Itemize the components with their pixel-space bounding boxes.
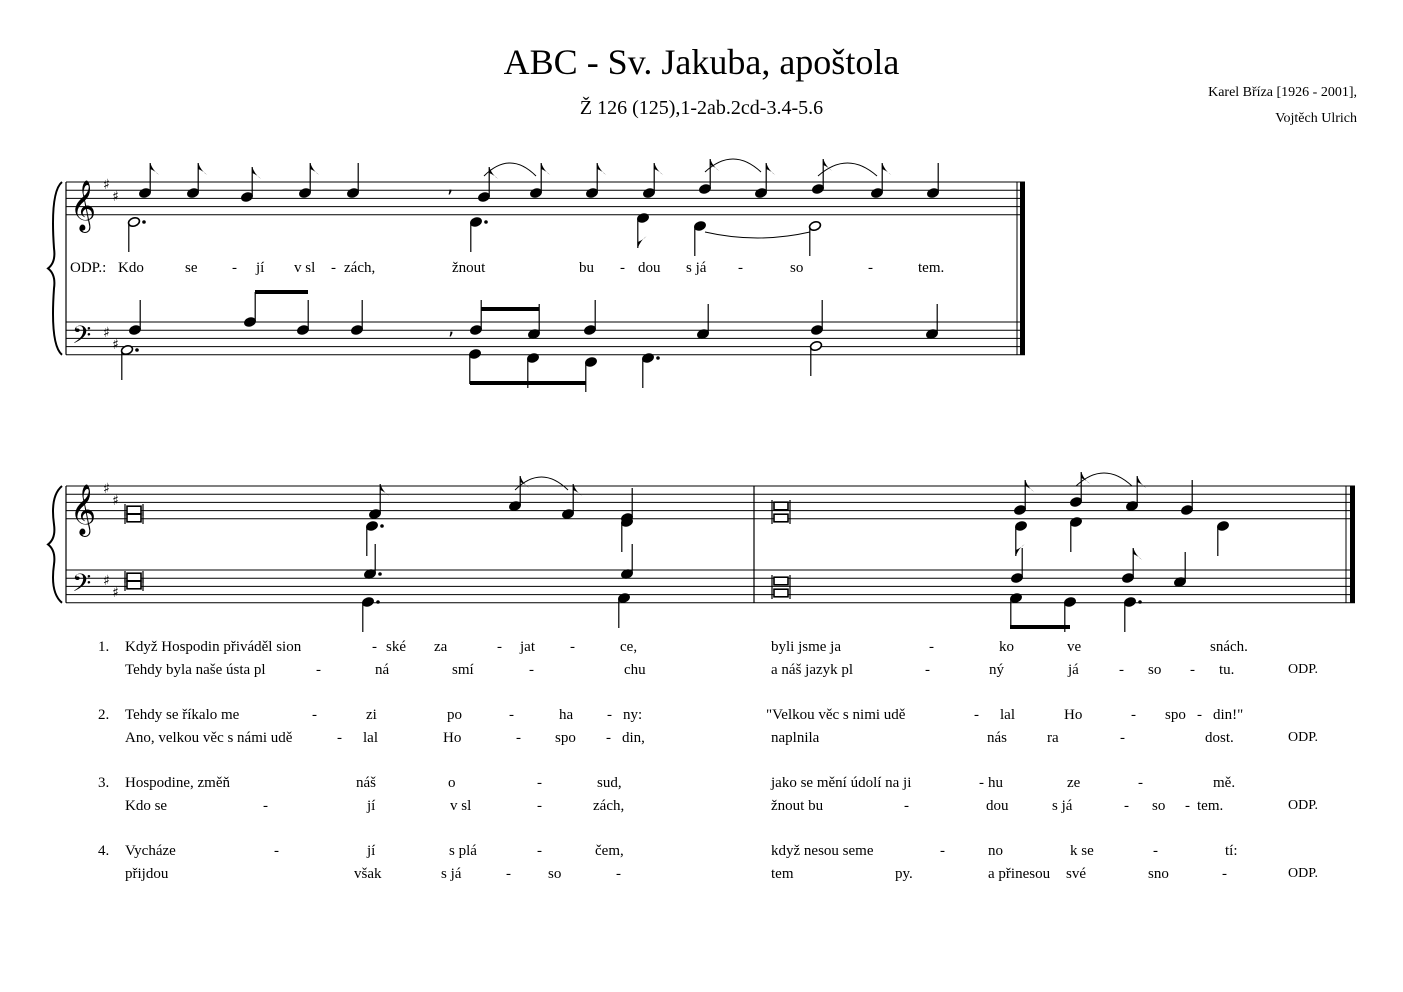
refrain-syllable: žnout <box>452 260 486 276</box>
verse-syllable: sud, <box>597 775 622 791</box>
verse-syllable: tem <box>771 866 794 882</box>
treble-clef-2: 𝄞 <box>70 484 97 535</box>
key-sharp-f-bass-1: ♯ <box>103 325 110 341</box>
verse-syllable: - <box>274 843 279 859</box>
verse-syllable: lal <box>363 730 378 746</box>
verse-syllable: přijdou <box>125 866 169 882</box>
breve-chord <box>774 502 788 510</box>
verse-syllable: ve <box>1067 639 1082 655</box>
breath-mark-bass: , <box>448 315 455 339</box>
verse-odp-marker: ODP. <box>1288 866 1318 881</box>
verse-syllable: ze <box>1067 775 1081 791</box>
verse-syllable: ný <box>989 662 1004 678</box>
verse-syllable: - <box>1131 707 1136 723</box>
refrain-syllable: tem. <box>918 260 945 276</box>
bass-clef-2: 𝄢 <box>72 569 92 604</box>
verse-syllable: nás <box>987 730 1007 746</box>
verse-syllable: s plá <box>449 843 477 859</box>
verse-number: 2. <box>98 707 110 723</box>
tenor-beam <box>481 307 539 311</box>
refrain-syllable: s já <box>686 260 707 276</box>
breve-chord <box>127 573 141 581</box>
breve-chord <box>127 581 141 589</box>
verse-syllable: ny: <box>623 707 643 723</box>
verse-syllable: no <box>988 843 1003 859</box>
bass-note-dot <box>135 348 139 352</box>
soprano-note-flag <box>252 167 261 179</box>
verse-syllable: din!" <box>1213 707 1244 723</box>
bass-clef-1: 𝄢 <box>72 321 92 356</box>
verse-syllable: náš <box>356 775 376 791</box>
verse-syllable: hu <box>988 775 1003 791</box>
verse-syllable: naplnila <box>771 730 820 746</box>
tenor-beam <box>255 290 308 294</box>
key-sharp-f-treble-2: ♯ <box>103 481 110 497</box>
verse-syllable: o <box>448 775 456 791</box>
refrain-syllable: Kdo <box>118 260 144 276</box>
verse-syllable: - <box>607 707 612 723</box>
verse-syllable: - <box>616 866 621 882</box>
system-1-brace <box>48 182 62 355</box>
verse-number: 3. <box>98 775 110 791</box>
verse-syllable: Když Hospodin přiváděl sion <box>125 639 302 655</box>
verse-syllable: - <box>1120 730 1125 746</box>
verse-syllable: k se <box>1070 843 1094 859</box>
breve-chord <box>774 589 788 597</box>
verse-syllable: jí <box>367 798 376 814</box>
verse-syllable: zách, <box>593 798 625 814</box>
verse-syllable: - <box>1190 662 1195 678</box>
psalm-reference: Ž 126 (125),1-2ab.2cd-3.4-5.6 <box>579 97 824 119</box>
verse-syllable: ha <box>559 707 574 723</box>
verse-syllable: Hospodine, změň <box>125 775 230 791</box>
refrain-syllable: so <box>790 260 804 276</box>
verse-syllable: - <box>497 639 502 655</box>
verse-syllable: když nesou seme <box>771 843 874 859</box>
verse-syllable: lal <box>1000 707 1015 723</box>
tenor-note-flag <box>1133 548 1142 560</box>
verse-syllable: - <box>925 662 930 678</box>
verse-syllable: a přinesou <box>988 866 1051 882</box>
verse-syllable: py. <box>895 866 913 882</box>
alto-note-dot <box>484 220 488 224</box>
breve-chord <box>127 514 141 522</box>
composer-line-1: Karel Bříza [1926 - 2001], <box>1208 85 1357 100</box>
soprano-slur <box>705 159 761 172</box>
soprano-note-flag <box>882 163 891 175</box>
soprano-note-flag <box>310 163 319 175</box>
breve-chord <box>774 577 788 585</box>
verse-number: 1. <box>98 639 110 655</box>
soprano-slur <box>515 477 568 490</box>
verse-syllable: tu. <box>1219 662 1235 678</box>
bass-note-dot <box>376 600 380 604</box>
verse-syllable: své <box>1066 866 1086 882</box>
soprano-note-flag <box>150 163 159 175</box>
breath-mark-treble: , <box>447 173 454 197</box>
verse-syllable: - <box>537 798 542 814</box>
key-sharp-c-treble-2: ♯ <box>112 493 119 509</box>
refrain-syllable: - <box>232 260 237 276</box>
key-sharp-c-bass-1: ♯ <box>112 337 119 353</box>
verse-syllable: - <box>312 707 317 723</box>
bass-note-dot <box>656 356 660 360</box>
refrain-syllable: zách, <box>344 260 376 276</box>
verse-syllable: Kdo se <box>125 798 168 814</box>
verse-syllable: - <box>1119 662 1124 678</box>
bass-note-dot <box>1138 600 1142 604</box>
system-1-final-barline-thick <box>1020 182 1025 355</box>
verse-odp-marker: ODP. <box>1288 798 1318 813</box>
verse-odp-marker: ODP. <box>1288 662 1318 677</box>
verse-syllable: - <box>537 843 542 859</box>
verse-syllable: ra <box>1047 730 1059 746</box>
soprano-slur <box>818 163 877 176</box>
verse-syllable: s já <box>441 866 462 882</box>
verse-syllable: za <box>434 639 448 655</box>
verse-syllable: tí: <box>1225 843 1238 859</box>
bass-beam <box>1010 625 1070 629</box>
alto-note-dot <box>380 524 384 528</box>
verse-syllable: byli jsme ja <box>771 639 841 655</box>
verse-syllable: Ano, velkou věc s námi udě <box>125 730 293 746</box>
refrain-syllable: - <box>331 260 336 276</box>
verse-syllable: spo <box>555 730 576 746</box>
key-sharp-c-bass-2: ♯ <box>112 585 119 601</box>
bass-beam <box>470 381 586 385</box>
soprano-note-flag <box>198 163 207 175</box>
verse-syllable: Tehdy byla naše ústa pl <box>125 662 266 678</box>
verse-syllable: - <box>537 775 542 791</box>
verse-syllable: ko <box>999 639 1014 655</box>
verse-syllable: - <box>263 798 268 814</box>
key-sharp-c-treble-1: ♯ <box>112 189 119 205</box>
soprano-slur <box>1076 473 1132 486</box>
verse-syllable: ce, <box>620 639 638 655</box>
verse-syllable: - <box>1197 707 1202 723</box>
verse-syllable: - <box>1222 866 1227 882</box>
system-2-final-barline-thick <box>1350 486 1355 603</box>
verse-syllable: - <box>929 639 934 655</box>
refrain-syllable: - <box>868 260 873 276</box>
verse-syllable: v sl <box>450 798 472 814</box>
verse-syllable: so <box>548 866 562 882</box>
verse-syllable: dou <box>986 798 1009 814</box>
refrain-syllable: - <box>620 260 625 276</box>
verse-syllable: - <box>516 730 521 746</box>
verse-odp-marker: ODP. <box>1288 730 1318 745</box>
verse-syllable: mě. <box>1213 775 1236 791</box>
composer-line-2: Vojtěch Ulrich <box>1275 111 1357 126</box>
key-sharp-f-treble-1: ♯ <box>103 177 110 193</box>
verse-syllable: snách. <box>1210 639 1248 655</box>
verse-syllable: - <box>372 639 377 655</box>
verse-syllable: dost. <box>1205 730 1234 746</box>
soprano-note-flag <box>597 163 606 175</box>
alto-note-flag <box>638 236 647 248</box>
verse-syllable: chu <box>624 662 646 678</box>
verse-syllable: - <box>1124 798 1129 814</box>
verse-syllable: - <box>1138 775 1143 791</box>
verse-syllable: ná <box>375 662 390 678</box>
verse-syllable: tem. <box>1197 798 1224 814</box>
verse-syllable: spo <box>1165 707 1186 723</box>
verse-syllable: zi <box>366 707 377 723</box>
verse-syllable: - <box>316 662 321 678</box>
verse-syllable: Tehdy se říkalo me <box>125 707 240 723</box>
refrain-syllable: bu <box>579 260 594 276</box>
verse-syllable: - <box>1153 843 1158 859</box>
verse-syllable: smí <box>452 662 474 678</box>
verse-syllable: čem, <box>595 843 624 859</box>
soprano-note-flag <box>489 167 498 179</box>
refrain-syllable: v sl <box>294 260 316 276</box>
verse-syllable: - <box>974 707 979 723</box>
verse-syllable: so <box>1148 662 1162 678</box>
soprano-note-flag <box>766 163 775 175</box>
refrain-syllable: se <box>185 260 198 276</box>
verse-syllable: - <box>529 662 534 678</box>
verse-syllable: jí <box>367 843 376 859</box>
verse-syllable: - <box>337 730 342 746</box>
refrain-syllable: jí <box>256 260 265 276</box>
treble-clef-1: 𝄞 <box>70 180 97 231</box>
verse-syllable: - <box>509 707 514 723</box>
refrain-syllable: - <box>738 260 743 276</box>
verse-syllable: ské <box>386 639 406 655</box>
system-2-brace <box>48 486 62 603</box>
verse-syllable: Ho <box>1064 707 1083 723</box>
page-title: ABC - Sv. Jakuba, apoštola <box>503 42 900 82</box>
verse-syllable: po <box>447 707 462 723</box>
verse-syllable: so <box>1152 798 1166 814</box>
key-sharp-f-bass-2: ♯ <box>103 573 110 589</box>
refrain-label: ODP.: <box>70 260 107 276</box>
alto-note-dot <box>142 220 146 224</box>
verse-syllable: - <box>904 798 909 814</box>
verse-syllable: - <box>570 639 575 655</box>
verse-syllable: a náš jazyk pl <box>771 662 854 678</box>
verse-syllable: Ho <box>443 730 462 746</box>
soprano-note-flag <box>541 163 550 175</box>
verse-syllable: - <box>979 775 984 791</box>
verse-syllable: - <box>606 730 611 746</box>
verse-syllable: "Velkou věc s nimi udě <box>766 707 906 723</box>
verse-syllable: žnout bu <box>771 798 824 814</box>
refrain-syllable: dou <box>638 260 661 276</box>
verse-syllable: Vycháze <box>125 843 176 859</box>
verse-syllable: já <box>1068 662 1079 678</box>
soprano-note-flag <box>654 163 663 175</box>
verse-syllable: - <box>1185 798 1190 814</box>
verse-syllable: - <box>506 866 511 882</box>
breve-chord <box>774 514 788 522</box>
breve-chord <box>127 506 141 514</box>
verse-syllable: - <box>940 843 945 859</box>
verse-syllable: však <box>354 866 382 882</box>
verse-syllable: din, <box>622 730 645 746</box>
verse-syllable: s já <box>1052 798 1073 814</box>
verse-syllable: jat <box>520 639 535 655</box>
verse-syllable: sno <box>1148 866 1169 882</box>
alto-tie <box>705 232 810 238</box>
alto-note-flag <box>1016 544 1025 556</box>
verse-number: 4. <box>98 843 110 859</box>
tenor-note-dot <box>378 572 382 576</box>
verse-syllable: jako se mění údolí na ji <box>771 775 912 791</box>
